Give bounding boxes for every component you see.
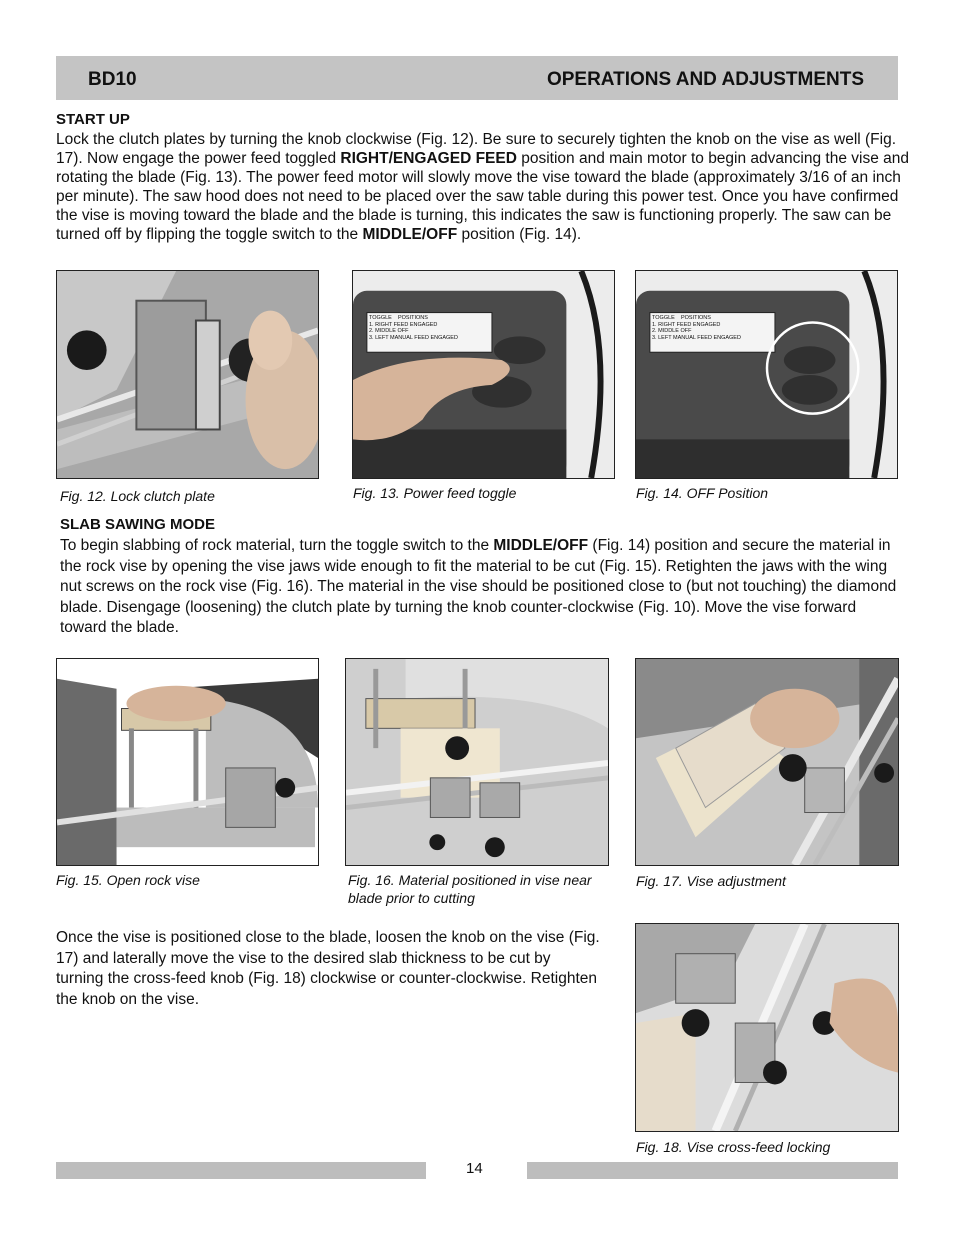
slab-text-2: (Fig. 14) position and secure the material in the rock vise by opening the vise jaws wide enough to fit the material to be cut (Fig. 15). Retighten the jaws with the wing nut screws on the rock vise (Fig. 16). The material in the vise should be positioned close to (but not touching) the diamond blade. Disengage (loosening) the clutch plate by turning the knob counter-clockwise (Fig. 10). Move the vise forward toward the blade.: [60, 537, 897, 636]
toggle-label-sticker: [369, 315, 491, 351]
slab-bold-1: MIDDLE/OFF: [493, 537, 589, 554]
figure-17-caption: Fig. 17. Vise adjustment: [636, 873, 786, 889]
toggle-label-col2: POSITIONS: [397, 315, 428, 321]
toggle-row2-desc: OFF: [680, 328, 692, 334]
header-bar: [56, 56, 898, 100]
start-up-text-1: Lock the clutch plates by turning the knob clockwise (Fig. 12). Be sure to securely tighten the knob on the vise as well (Fig. 17). Now engage the power feed toggled: [56, 131, 897, 167]
slab-text-1: To begin slabbing of rock material, turn the toggle switch to the: [60, 537, 494, 554]
figure-14-caption: Fig. 14. OFF Position: [636, 485, 769, 501]
figure-12-photo: [56, 270, 319, 479]
figure-14-photo: [635, 270, 898, 479]
toggle-label-col1: TOGGLE: [369, 315, 392, 321]
toggle-row3-desc: MANUAL FEED ENGAGED: [390, 334, 458, 341]
start-up-text-2: position and main motor to begin advancing the vise and rotating the blade (Fig. 13). The power feed motor will slowly move the vise toward the blade (approximately 3/16 of an inch per minute). The saw hood does not need to be placed over the saw table during this power test. Once you have confirmed the vise is moving toward the blade and the blade is turning, this indicates the saw is functioning properly. The saw can be turned off by flipping the toggle switch to the: [56, 150, 909, 243]
toggle-row3-pos: 3. LEFT: [652, 334, 672, 341]
figure-13-caption: Fig. 13. Power feed toggle: [353, 485, 517, 501]
figure-18-photo: [635, 923, 899, 1132]
figure-13-photo: [352, 270, 615, 479]
toggle-label-col1: TOGGLE: [652, 315, 675, 321]
start-up-paragraph: [56, 130, 914, 244]
toggle-label-col2: POSITIONS: [680, 315, 711, 321]
footer-bar-left: [56, 1162, 426, 1179]
closing-paragraph: Once the vise is positioned close to the blade, loosen the knob on the vise (Fig. 17) and laterally move the vise to the desired slab thickness to be cut by turning the cross-feed knob (Fig. 18) clockwise or counter-clockwise. Retighten the knob on the vise.: [56, 929, 600, 1008]
figure-16-caption: Fig. 16. Material positioned in vise near blade prior to cutting: [348, 872, 592, 906]
figure-18-caption: Fig. 18. Vise cross-feed locking: [636, 1139, 831, 1155]
toggle-label-sticker-fig14: [652, 315, 774, 351]
model-name: BD10: [88, 69, 137, 90]
toggle-row1-desc: FEED ENGAGED: [676, 321, 721, 328]
start-up-bold-1: RIGHT/ENGAGED FEED: [340, 150, 517, 167]
start-up-bold-2: MIDDLE/OFF: [362, 226, 458, 243]
section-heading: OPERATIONS AND ADJUSTMENTS: [546, 69, 864, 90]
toggle-row2-desc: OFF: [397, 328, 409, 334]
footer-bar-right: [527, 1162, 898, 1179]
slab-sawing-paragraph: [60, 536, 906, 639]
figure-15-caption: Fig. 15. Open rock vise: [56, 872, 200, 888]
slab-sawing-title: SLAB SAWING MODE: [60, 516, 216, 533]
toggle-row1-pos: 1. RIGHT: [369, 321, 393, 328]
start-up-text-3: position (Fig. 14).: [457, 226, 582, 243]
toggle-row3-pos: 3. LEFT: [369, 334, 389, 341]
start-up-title: START UP: [56, 111, 130, 128]
toggle-row2-pos: 2. MIDDLE: [652, 328, 679, 334]
toggle-row2-pos: 2. MIDDLE: [369, 328, 396, 334]
figure-12-caption: Fig. 12. Lock clutch plate: [60, 488, 215, 504]
figure-16-photo: [345, 658, 609, 866]
toggle-row1-desc: FEED ENGAGED: [393, 321, 438, 328]
figure-15-photo: [56, 658, 319, 866]
toggle-row3-desc: MANUAL FEED ENGAGED: [673, 334, 741, 341]
page-number: 14: [466, 1160, 483, 1177]
toggle-row1-pos: 1. RIGHT: [652, 321, 676, 328]
figure-17-photo: [635, 658, 899, 866]
